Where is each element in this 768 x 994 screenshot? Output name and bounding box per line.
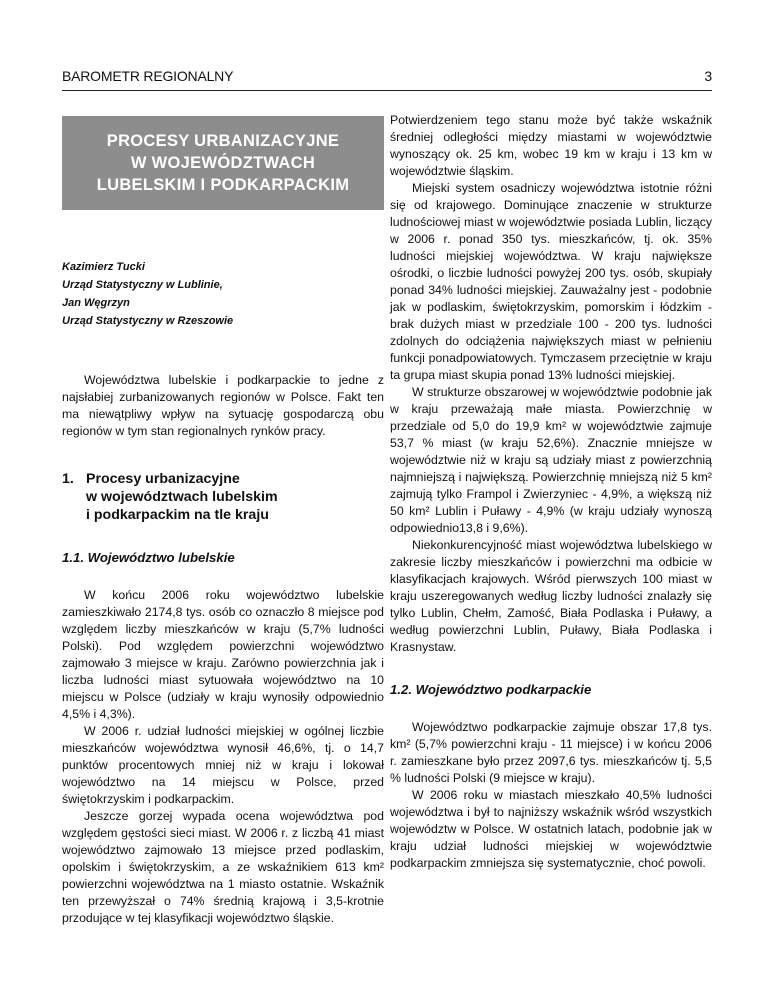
article-title-line: PROCESY URBANIZACYJNE	[106, 132, 340, 150]
article-title-line: W WOJEWÓDZTWACH	[130, 154, 316, 172]
body-paragraph: W 2006 roku w miastach mieszkało 40,5% ludności województwa i był to najniższy wskaźnik wśród wszystkich województw w Polsce. W ostatnich latach, podobnie jak w kraju udział ludności miejskiej w województwie podkarpackim zmniejsza się systematycznie, choć powoli.	[390, 788, 712, 870]
left-column	[62, 112, 384, 927]
article-title-box	[62, 116, 384, 210]
author-affiliation: Urząd Statystyczny w Lublinie,	[62, 279, 223, 291]
body-paragraph: Województwo podkarpackie zajmuje obszar 17,8 tys. km² (5,7% powierzchni kraju - 11 miejsce) i w końcu 2006 r. zamieszkane było przez 2097,6 tys. mieszkańców tj. 5,5 % ludności Polski (9 miejsce w kraju).	[390, 720, 712, 785]
body-paragraph: Jeszcze gorzej wypada ocena województwa pod względem gęstości sieci miast. W 2006 r. z liczbą 41 miast województwo zajmowało 13 miejsce przed podlaskim, opolskim i świętokrzyskim, a ze wskaźnikiem 613 km² powierzchni województwa na 1 miasto ostatnie. Wskaźnik ten przewyższał o 74% średnią krajową i 3,5-krotnie przodujące w tej klasyfikacji województwo śląskie.	[62, 809, 384, 925]
intro-paragraph: Województwa lubelskie i podkarpackie to jedne z najsłabiej zurbanizowanych regionów w Polsce. Fakt ten ma niewątpliwy wpływ na sytuację gospodarczą obu regionów w tym stan regionalnych rynków pracy.	[62, 373, 384, 438]
right-column	[390, 112, 712, 872]
author-block	[62, 258, 384, 330]
running-header	[62, 68, 712, 84]
section-number: 1.	[62, 471, 74, 487]
subsection-heading: 1.2. Województwo podkarpackie	[390, 682, 592, 697]
body-paragraph: Miejski system osadniczy województwa istotnie różni się od krajowego. Dominujące znaczenie w strukturze ludnościowej miast w województwie posiada Lublin, liczący w 2006 r. ponad 350 tys. mieszkańców, tj. ok. 35% ludności miejskiej województwa. W kraju największe ośrodki, o liczbie ludności powyżej 200 tys. osób, skupiały ponad 34% ludności miejskiej. Zauważalny jest - podobnie jak w podlaskim, świętokrzyskim, pomorskim i łódzkim - brak dużych miast w przedziale 100 - 200 tys. ludności zdolnych do odciążenia największych miast w pełnieniu funkcji ponadpowiatowych. Tymczasem przeciętnie w kraju ta grupa miast skupia ponad 13% ludności miejskiej.	[390, 181, 712, 382]
page-number: 3	[704, 68, 712, 84]
article-title-line: LUBELSKIM I PODKARPACKIM	[96, 176, 350, 194]
body-paragraph: Potwierdzeniem tego stanu może być także wskaźnik średniej odległości między miastami w województwie wynoszący ok. 25 km, wobec 19 km w kraju i 13 km w województwie śląskim.	[390, 113, 712, 178]
body-paragraph: W 2006 r. udział ludności miejskiej w ogólnej liczbie mieszkańców województwa wynosił 46,6%, tj. o 14,7 punktów procentowych mniej niż w kraju i lokował województwo na 14 miejscu w Polsce, przed świętokrzyskim i podkarpackim.	[62, 724, 384, 806]
body-paragraph: W końcu 2006 roku województwo lubelskie zamieszkiwało 2174,8 tys. osób co oznaczło 8 miejsce pod względem liczby mieszkańców w kraju (5,7% ludności Polski). Pod względem powierzchni województwo zajmowało 3 miejsce w kraju. Zarówno powierzchnia jak i liczba ludności miast sytuowała województwo na 10 miejscu w Polsce (udziały w kraju wynosiły odpowiednio 4,5% i 4,3%).	[62, 588, 384, 721]
author-name: Kazimierz Tucki	[62, 261, 145, 273]
section-heading-line: Procesy urbanizacyjne	[86, 471, 240, 487]
body-paragraph: Niekonkurencyjność miast województwa lubelskiego w zakresie liczby mieszkańców i powierzchni ma odbicie w klasyfikacjach krajowych. Wśród pierwszych 100 miast w kraju uszeregowanych według liczby ludności znalazły się tylko Lublin, Chełm, Zamość, Biała Podlaska i Puławy, a według powierzchni Lublin, Puławy, Biała Podlaska i Krasnystaw.	[390, 538, 712, 654]
section-heading-line: i podkarpackim na tle kraju	[86, 507, 269, 523]
author-name: Jan Węgrzyn	[62, 297, 130, 309]
subsection-heading: 1.1. Województwo lubelskie	[62, 550, 235, 565]
header-rule	[62, 90, 712, 91]
author-affiliation: Urząd Statystyczny w Rzeszowie	[62, 315, 234, 327]
section-heading	[62, 470, 384, 524]
section-heading-line: w województwach lubelskim	[86, 489, 278, 505]
running-title: BAROMETR REGIONALNY	[62, 68, 234, 84]
body-paragraph: W strukturze obszarowej w województwie podobnie jak w kraju przeważają małe miasta. Powierzchnię w przedziale od 5,0 do 19,9 km² w województwie zajmuje 53,7 % miast (w kraju 52,6%). Znacznie mniejsze w województwie niż w kraju są udziały miast z powierzchnią najmniejszą i największą. Powierzchnię mniejszą niż 5 km² zajmują tylko Frampol i Zwierzyniec - 4,9%, a większą niż 50 km² Lublin i Puławy - 4,9% (w kraju udziały wynoszą odpowiednio13,8 i 9,6%).	[390, 385, 712, 535]
